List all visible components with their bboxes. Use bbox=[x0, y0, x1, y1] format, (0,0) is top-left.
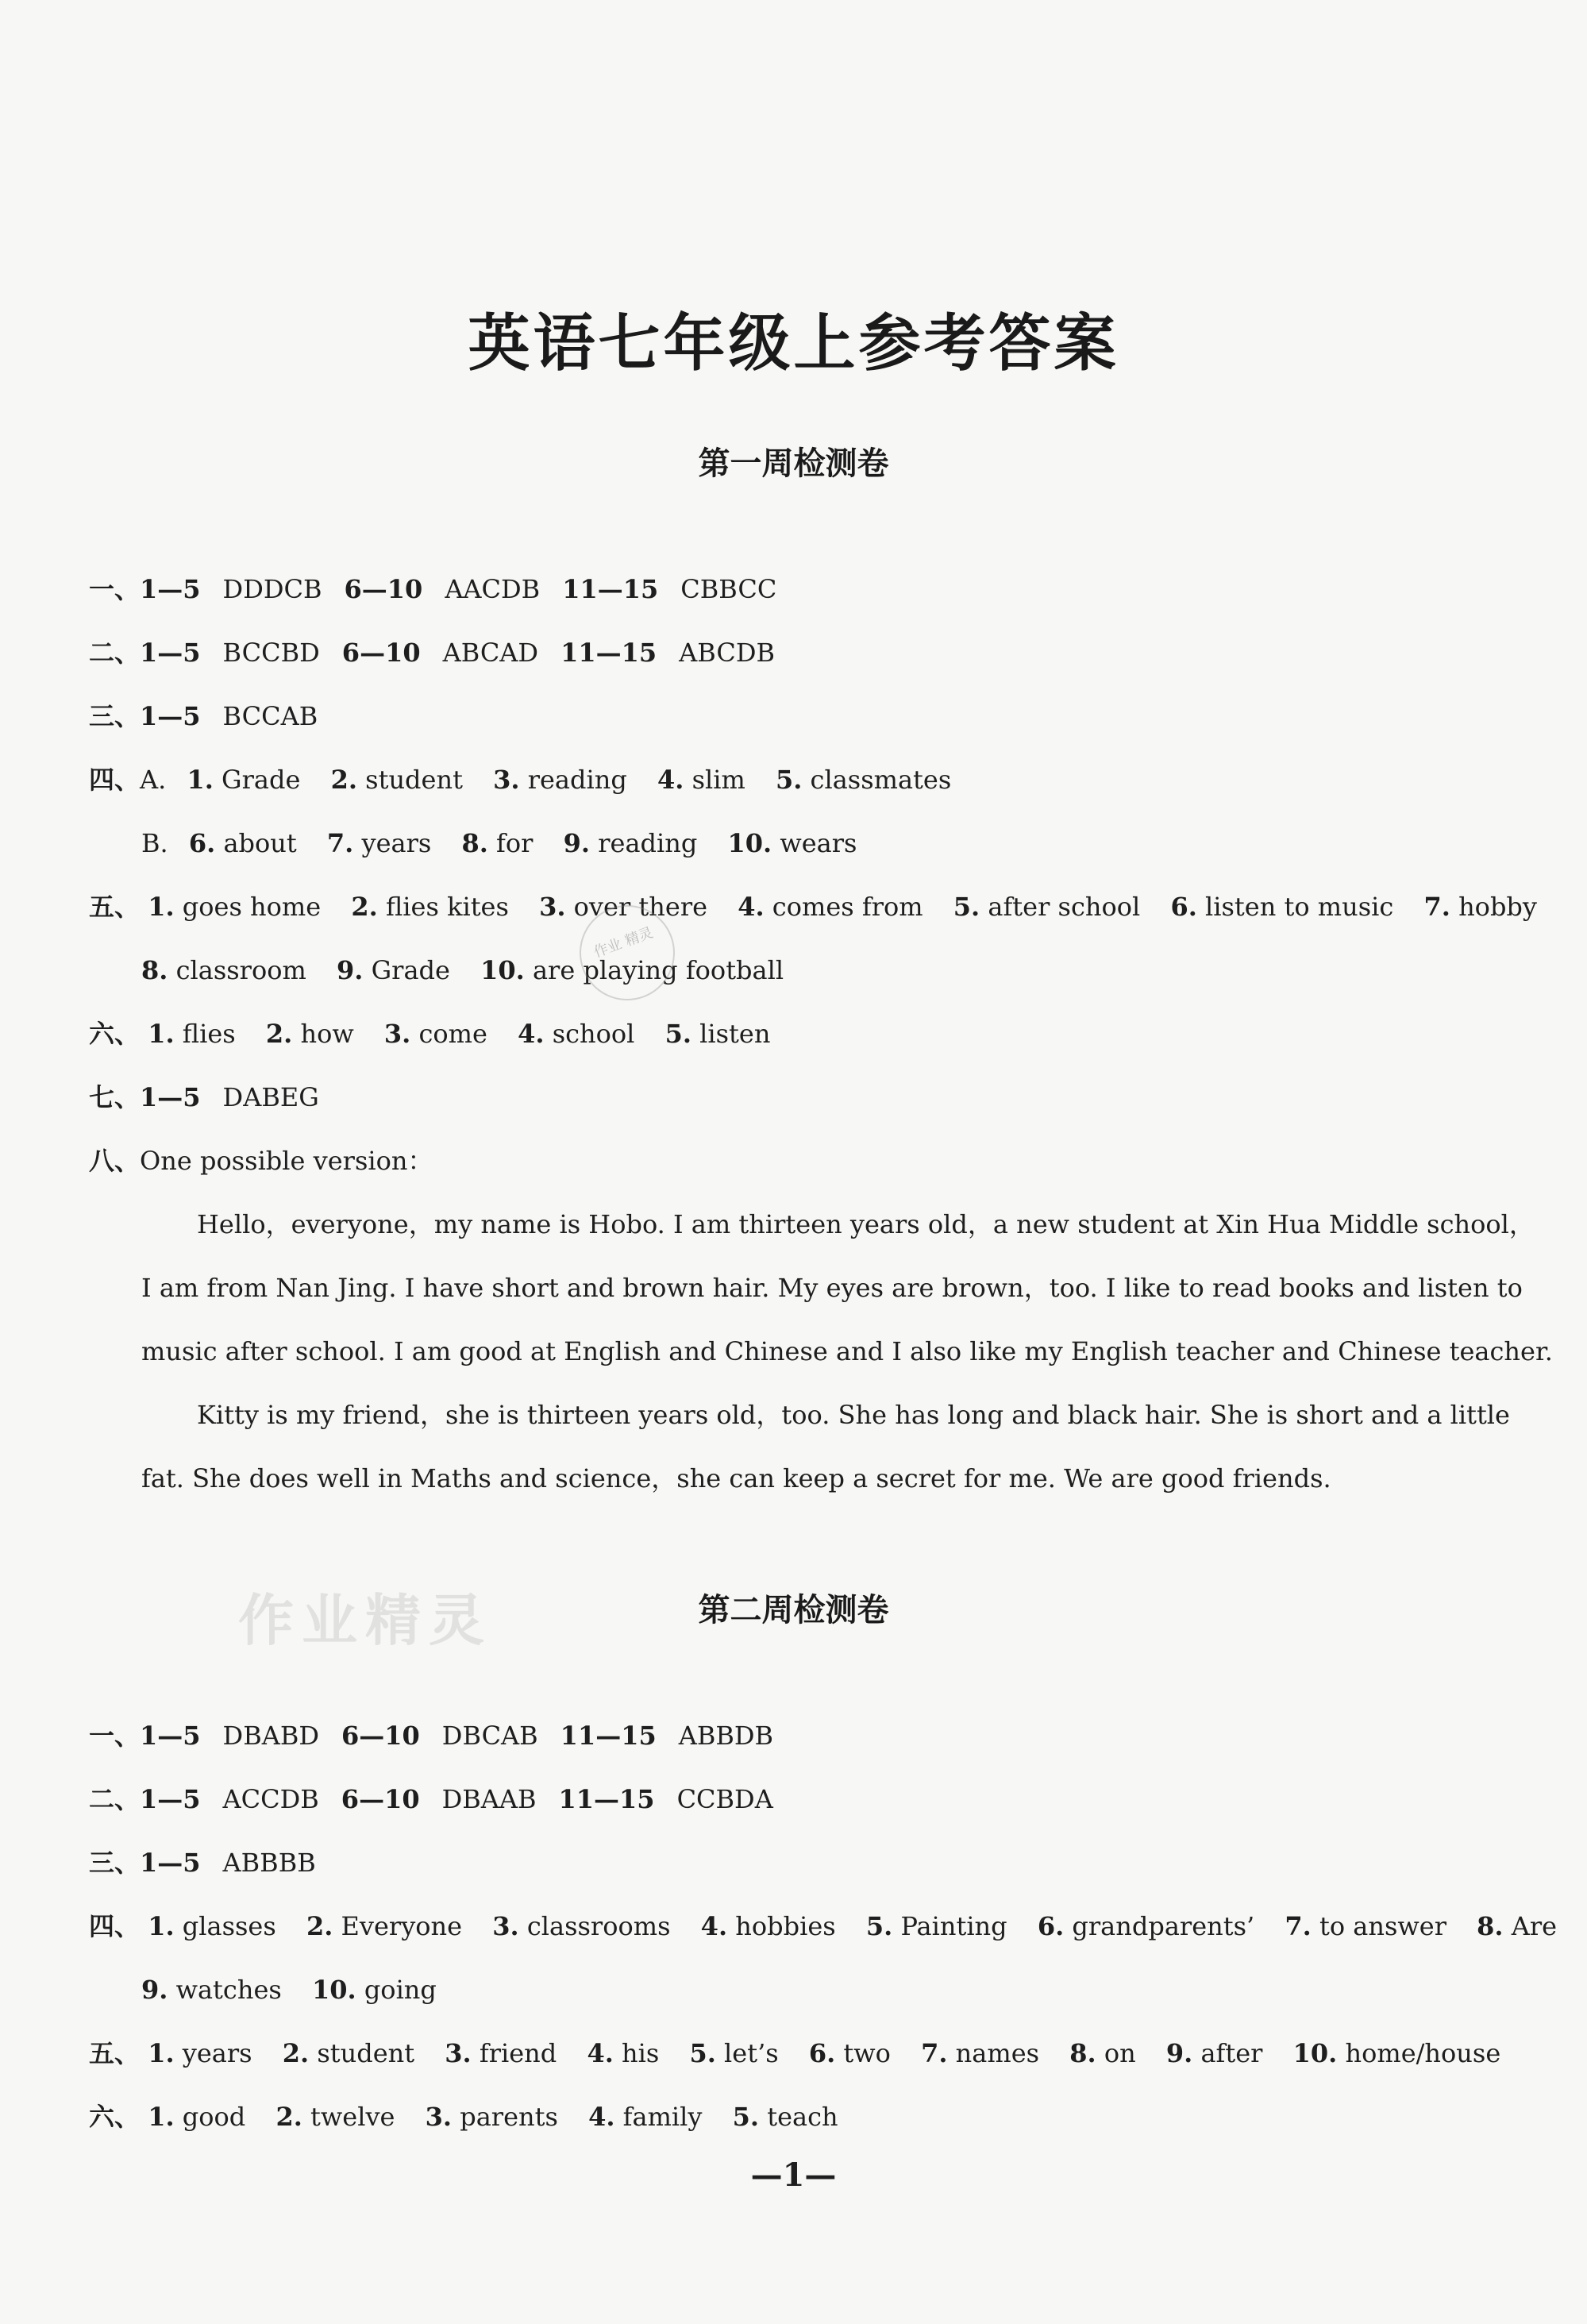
essay-line: I am from Nan Jing. I have short and brown hair. My eyes are brown，too. I like to read books and listen to bbox=[141, 1273, 1523, 1303]
week2-section-6: 六、 1. good 2. twelve 3. parents 4. family 5. teach bbox=[89, 2102, 838, 2132]
week1-section-5b: 8. classroom 9. Grade 10. are playing football bbox=[141, 955, 784, 985]
week1-section-1: 一、1—5 DDDCB 6—10 AACDB 11—15 CBBCC bbox=[89, 574, 777, 604]
essay-line: fat. She does well in Maths and science，she can keep a secret for me. We are good friends. bbox=[141, 1463, 1331, 1493]
essay-line: Kitty is my friend，she is thirteen years old，too. She has long and black hair. She is short and a little bbox=[197, 1400, 1510, 1430]
week1-section-6: 六、 1. flies 2. how 3. come 4. school 5. listen bbox=[89, 1019, 771, 1049]
week2-section-1: 一、1—5 DBABD 6—10 DBCAB 11—15 ABBDB bbox=[89, 1721, 774, 1751]
week2-section-3: 三、1—5 ABBBB bbox=[89, 1848, 316, 1878]
essay-line: Hello，everyone，my name is Hobo. I am thirteen years old，a new student at Xin Hua Middle school， bbox=[197, 1209, 1535, 1239]
week2-section-4b: 9. watches 10. going bbox=[141, 1975, 437, 2005]
week2-section-5: 五、 1. years 2. student 3. friend 4. his 5. let’s 6. two 7. names 8. on 9. after 10. home/house bbox=[89, 2038, 1501, 2068]
week1-section-4b: B. 6. about 7. years 8. for 9. reading 10. wears bbox=[141, 828, 857, 858]
stamp-seal: 作业 精灵 bbox=[566, 892, 688, 1014]
week1-section-5a: 五、 1. goes home 2. flies kites 3. over there 4. comes from 5. after school 6. listen to music 7. hobby bbox=[89, 892, 1537, 922]
week2-section-4a: 四、 1. glasses 2. Everyone 3. classrooms 4. hobbies 5. Painting 6. grandparents’ 7. to answer 8. Are bbox=[89, 1911, 1558, 1941]
essay-line: music after school. I am good at English and Chinese and I also like my English teacher and Chinese teacher. bbox=[141, 1336, 1553, 1366]
week1-title: 第一周检测卷 bbox=[698, 445, 889, 482]
week1-section-3: 三、1—5 BCCAB bbox=[89, 701, 318, 731]
week2-title: 第二周检测卷 bbox=[698, 1592, 889, 1628]
week2-section-2: 二、1—5 ACCDB 6—10 DBAAB 11—15 CCBDA bbox=[89, 1784, 773, 1814]
page-title: 英语七年级上参考答案 bbox=[468, 308, 1119, 380]
page-number: —1— bbox=[750, 2156, 837, 2194]
week1-section-8: 八、One possible version： bbox=[89, 1146, 433, 1176]
week1-section-4a: 四、A. 1. Grade 2. student 3. reading 4. slim 5. classmates bbox=[89, 765, 952, 795]
watermark: 作业精灵 bbox=[238, 1588, 492, 1653]
week1-section-7: 七、1—5 DABEG bbox=[89, 1082, 319, 1112]
week1-section-2: 二、1—5 BCCBD 6—10 ABCAD 11—15 ABCDB bbox=[89, 638, 775, 668]
